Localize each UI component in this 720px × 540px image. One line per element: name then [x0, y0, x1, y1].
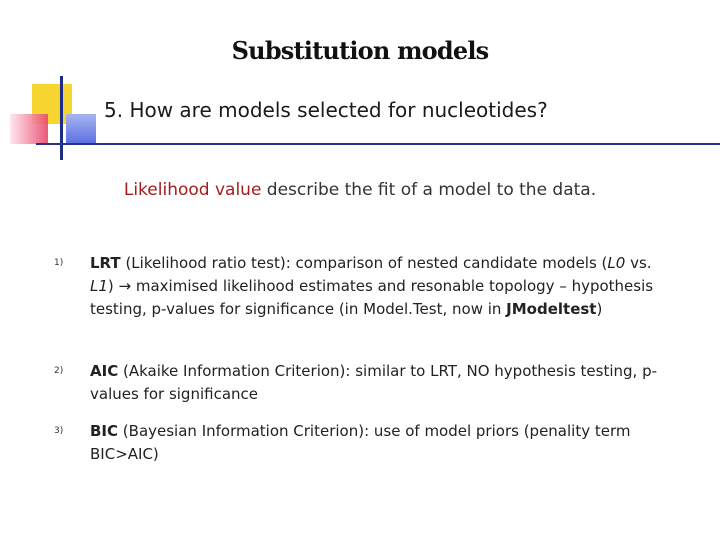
slide-subtitle: 5. How are models selected for nucleotides? [104, 98, 548, 122]
slide-title: Substitution models [231, 36, 489, 65]
list-number: 1) [54, 258, 64, 268]
term-abbr: AIC [90, 362, 119, 380]
text-segment: (Likelihood ratio test): comparison of nested candidate models ( [120, 254, 608, 272]
list-number: 3) [54, 426, 64, 436]
term-abbr: LRT [90, 254, 121, 272]
tool-name: JModeltest [506, 300, 597, 318]
horizontal-rule [36, 143, 720, 145]
term-abbr: BIC [90, 422, 119, 440]
text-segment: (Akaike Information Criterion): similar to LRT, NO hypothesis testing, p-values for significance [90, 362, 658, 403]
text-segment: ) → maximised likelihood estimates and resonable topology – hypothesis testing, p-values for significance (in Model.Test, now in [90, 277, 654, 318]
list-text [90, 360, 665, 406]
list-text [90, 420, 665, 466]
blue-square [66, 114, 96, 144]
lead-highlight: Likelihood value [123, 180, 262, 200]
lead-sentence [0, 180, 720, 200]
list-text [90, 252, 665, 321]
text-segment: vs. [625, 254, 652, 272]
lead-rest: describe the fit of a model to the data. [261, 180, 597, 200]
red-square [10, 114, 48, 144]
text-segment: ) [596, 300, 603, 318]
vertical-rule [60, 76, 63, 160]
text-segment: (Bayesian Information Criterion): use of model priors (penality term BIC>AIC) [90, 422, 631, 463]
model-l0: L0 [607, 254, 626, 272]
model-l1: L1 [90, 277, 108, 295]
list-number: 2) [54, 366, 64, 376]
